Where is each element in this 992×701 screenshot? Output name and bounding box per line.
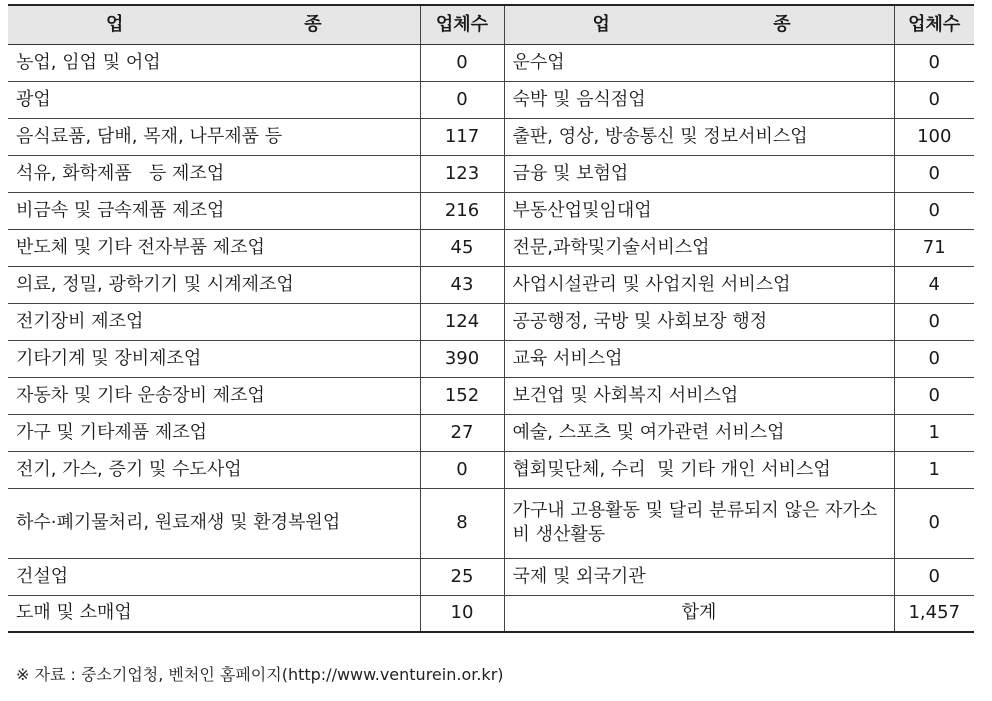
company-count-left: 43 (420, 266, 504, 303)
company-count-left: 8 (420, 488, 504, 558)
company-count-left: 0 (420, 81, 504, 118)
table-row (8, 192, 974, 229)
table-header-row (8, 5, 974, 44)
header-industry-right (504, 5, 894, 44)
header-industry-left-char2: 종 (304, 13, 322, 35)
table-row (8, 340, 974, 377)
industry-name-left: 건설업 (8, 558, 420, 595)
company-count-right: 0 (894, 377, 974, 414)
company-count-right: 0 (894, 81, 974, 118)
table-row (8, 44, 974, 81)
table-row (8, 377, 974, 414)
table-row (8, 451, 974, 488)
industry-name-right: 공공행정, 국방 및 사회보장 행정 (504, 303, 894, 340)
table-row (8, 266, 974, 303)
industry-name-right: 교육 서비스업 (504, 340, 894, 377)
industry-name-left: 기타기계 및 장비제조업 (8, 340, 420, 377)
industry-name-right: 부동산업및임대업 (504, 192, 894, 229)
company-count-right: 0 (894, 558, 974, 595)
company-count-left: 45 (420, 229, 504, 266)
company-count-left: 123 (420, 155, 504, 192)
header-industry-right-char1: 업 (592, 13, 610, 35)
industry-name-right: 전문,과학및기술서비스업 (504, 229, 894, 266)
company-count-left: 25 (420, 558, 504, 595)
company-count-right: 100 (894, 118, 974, 155)
header-count-right: 업체수 (894, 5, 974, 44)
table-row (8, 414, 974, 451)
industry-name-left: 농업, 임업 및 어업 (8, 44, 420, 81)
company-count-right: 1 (894, 414, 974, 451)
table-row (8, 595, 974, 632)
industry-name-left: 반도체 및 기타 전자부품 제조업 (8, 229, 420, 266)
table-row (8, 558, 974, 595)
total-count: 1,457 (894, 595, 974, 632)
company-count-left: 390 (420, 340, 504, 377)
company-count-left: 0 (420, 451, 504, 488)
industry-name-left: 자동차 및 기타 운송장비 제조업 (8, 377, 420, 414)
company-count-right: 0 (894, 340, 974, 377)
industry-name-left: 전기, 가스, 증기 및 수도사업 (8, 451, 420, 488)
industry-count-table (8, 4, 974, 633)
company-count-left: 117 (420, 118, 504, 155)
table-row (8, 155, 974, 192)
industry-name-right: 운수업 (504, 44, 894, 81)
company-count-left: 0 (420, 44, 504, 81)
company-count-left: 152 (420, 377, 504, 414)
company-count-right: 1 (894, 451, 974, 488)
industry-name-left: 가구 및 기타제품 제조업 (8, 414, 420, 451)
company-count-right: 0 (894, 488, 974, 558)
industry-name-right: 보건업 및 사회복지 서비스업 (504, 377, 894, 414)
industry-name-right: 출판, 영상, 방송통신 및 정보서비스업 (504, 118, 894, 155)
industry-name-right: 가구내 고용활동 및 달리 분류되지 않은 자가소비 생산활동 (504, 488, 894, 558)
company-count-right: 0 (894, 192, 974, 229)
industry-name-right: 사업시설관리 및 사업지원 서비스업 (504, 266, 894, 303)
table-row (8, 118, 974, 155)
company-count-right: 0 (894, 303, 974, 340)
company-count-left: 27 (420, 414, 504, 451)
industry-name-left: 의료, 정밀, 광학기기 및 시계제조업 (8, 266, 420, 303)
header-count-left: 업체수 (420, 5, 504, 44)
industry-name-left: 광업 (8, 81, 420, 118)
company-count-right: 0 (894, 155, 974, 192)
industry-name-left: 비금속 및 금속제품 제조업 (8, 192, 420, 229)
company-count-right: 4 (894, 266, 974, 303)
header-industry-left-char1: 업 (106, 13, 124, 35)
company-count-right: 71 (894, 229, 974, 266)
industry-name-right: 협회및단체, 수리 및 기타 개인 서비스업 (504, 451, 894, 488)
table-row (8, 229, 974, 266)
industry-name-right: 국제 및 외국기관 (504, 558, 894, 595)
company-count-left: 124 (420, 303, 504, 340)
table-row (8, 488, 974, 558)
industry-name-left: 음식료품, 담배, 목재, 나무제품 등 (8, 118, 420, 155)
company-count-left: 10 (420, 595, 504, 632)
table-row (8, 81, 974, 118)
source-note: ※ 자료 : 중소기업청, 벤처인 홈페이지(http://www.venturein.or.kr) (16, 665, 504, 684)
industry-name-left: 하수·폐기물처리, 원료재생 및 환경복원업 (8, 488, 420, 558)
header-industry-right-char2: 종 (773, 13, 791, 35)
industry-name-right: 예술, 스포츠 및 여가관련 서비스업 (504, 414, 894, 451)
header-industry-left (8, 5, 420, 44)
industry-name-right: 숙박 및 음식점업 (504, 81, 894, 118)
industry-name-left: 석유, 화학제품 등 제조업 (8, 155, 420, 192)
company-count-left: 216 (420, 192, 504, 229)
company-count-right: 0 (894, 44, 974, 81)
industry-name-left: 도매 및 소매업 (8, 595, 420, 632)
industry-name-left: 전기장비 제조업 (8, 303, 420, 340)
total-label: 합계 (504, 595, 894, 632)
industry-name-right: 금융 및 보험업 (504, 155, 894, 192)
table-row (8, 303, 974, 340)
